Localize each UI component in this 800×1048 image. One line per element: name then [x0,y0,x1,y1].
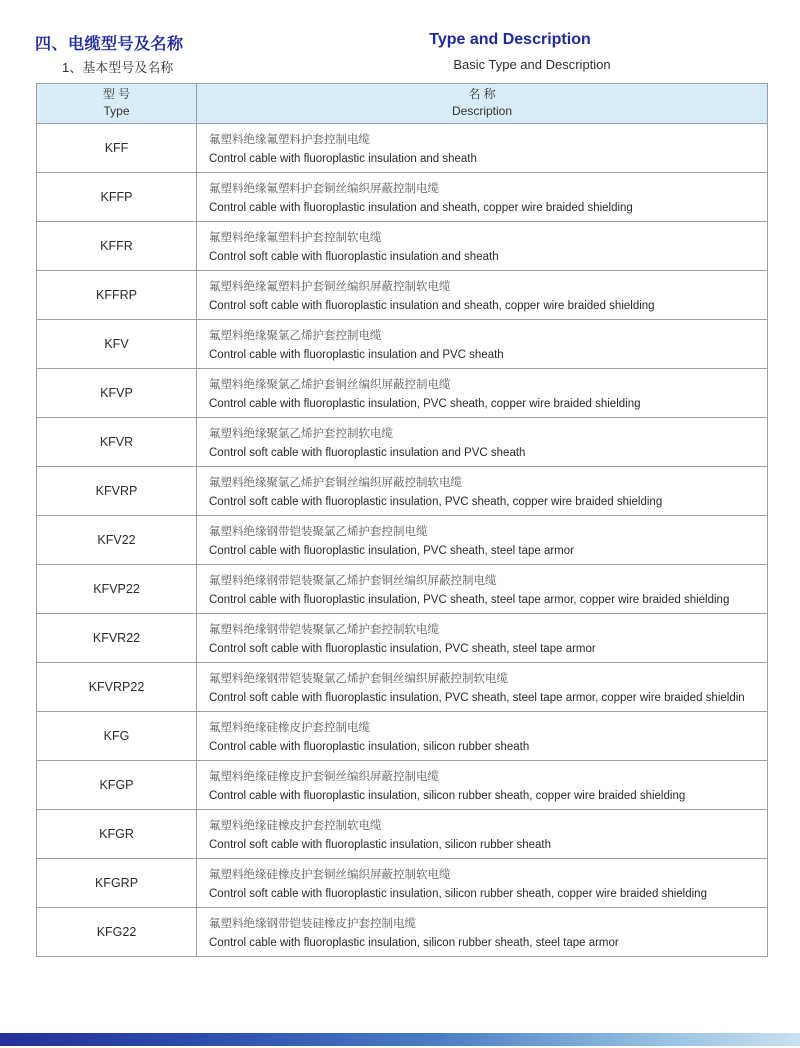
cable-type-code: KFGR [37,809,197,858]
cable-description-cn: 氟塑料绝缘钢带铠装聚氯乙烯护套铜丝编织屏蔽控制软电缆 [209,672,508,685]
cable-description-cell [197,466,768,515]
cable-type-code: KFFP [37,172,197,221]
cable-description-cell [197,760,768,809]
cable-description-en: Control soft cable with fluoroplastic insulation and sheath, copper wire braided shielding [209,299,655,312]
cable-type-code: KFFR [37,221,197,270]
cable-type-code: KFF [37,123,197,172]
table-row [37,466,768,515]
cable-description-en: Control soft cable with fluoroplastic insulation, silicon rubber sheath, copper wire braided shielding [209,887,707,900]
cable-description-cell [197,368,768,417]
table-row [37,417,768,466]
cable-description-en: Control cable with fluoroplastic insulation and PVC sheath [209,348,504,361]
section-title-en: Type and Description [429,31,591,48]
description-column-header-cn: 名 称 [468,87,496,101]
footer-accent-bar [0,1033,800,1046]
cable-description-cell [197,662,768,711]
table-row [37,907,768,956]
cable-type-code: KFG22 [37,907,197,956]
cable-type-code: KFVR [37,417,197,466]
cable-description-cn: 氟塑料绝缘氟塑料护套控制电缆 [209,133,370,146]
cable-description-cn: 氟塑料绝缘硅橡皮护套控制电缆 [209,721,370,734]
cable-description-cn: 氟塑料绝缘聚氯乙烯护套控制电缆 [209,329,382,342]
cable-description-en: Control cable with fluoroplastic insulation, PVC sheath, steel tape armor, copper wire braided shielding [209,593,730,606]
cable-type-code: KFFRP [37,270,197,319]
table-row [37,711,768,760]
table-header-row [37,84,768,124]
cable-type-code: KFGRP [37,858,197,907]
cable-description-cell [197,907,768,956]
subsection-title-cn: 1、基本型号及名称 [62,60,174,75]
table-row [37,564,768,613]
cable-description-en: Control soft cable with fluoroplastic insulation, PVC sheath, steel tape armor [209,642,596,655]
type-description-table [36,83,768,957]
cable-description-en: Control soft cable with fluoroplastic insulation, PVC sheath, steel tape armor, copper wire braided shieldin [209,691,745,704]
cable-description-cell [197,221,768,270]
cable-type-code: KFVRP22 [37,662,197,711]
table-row [37,319,768,368]
cable-description-cell [197,270,768,319]
cable-description-cn: 氟塑料绝缘硅橡皮护套控制软电缆 [209,819,382,832]
cable-description-cell [197,613,768,662]
cable-description-cell [197,319,768,368]
table-row [37,123,768,172]
description-column-header [197,84,768,124]
cable-description-cn: 氟塑料绝缘聚氯乙烯护套铜丝编织屏蔽控制电缆 [209,378,451,391]
cable-description-cn: 氟塑料绝缘硅橡皮护套铜丝编织屏蔽控制电缆 [209,770,439,783]
cable-type-code: KFVRP [37,466,197,515]
cable-description-en: Control cable with fluoroplastic insulation and sheath, copper wire braided shielding [209,201,633,214]
cable-description-cn: 氟塑料绝缘氟塑料护套铜丝编织屏蔽控制电缆 [209,182,439,195]
cable-description-cn: 氟塑料绝缘硅橡皮护套铜丝编织屏蔽控制软电缆 [209,868,451,881]
cable-description-cell [197,172,768,221]
cable-description-en: Control soft cable with fluoroplastic insulation and PVC sheath [209,446,526,459]
cable-type-code: KFVR22 [37,613,197,662]
table-row [37,368,768,417]
cable-description-cn: 氟塑料绝缘氟塑料护套控制软电缆 [209,231,382,244]
description-column-header-en: Description [451,104,513,119]
cable-type-code: KFV [37,319,197,368]
type-column-header [37,84,197,124]
table-row [37,515,768,564]
cable-description-en: Control cable with fluoroplastic insulation, PVC sheath, copper wire braided shielding [209,397,641,410]
cable-description-cell [197,417,768,466]
cable-description-cn: 氟塑料绝缘钢带铠装硅橡皮护套控制电缆 [209,917,416,930]
cable-description-cn: 氟塑料绝缘钢带铠装聚氯乙烯护套铜丝编织屏蔽控制电缆 [209,574,497,587]
cable-description-cell [197,711,768,760]
cable-description-cell [197,515,768,564]
cable-description-en: Control soft cable with fluoroplastic insulation, PVC sheath, copper wire braided shielding [209,495,663,508]
cable-description-cn: 氟塑料绝缘氟塑料护套铜丝编织屏蔽控制软电缆 [209,280,451,293]
table-row [37,613,768,662]
cable-description-cell [197,564,768,613]
cable-description-en: Control cable with fluoroplastic insulation and sheath [209,152,477,165]
cable-type-code: KFG [37,711,197,760]
table-row [37,270,768,319]
table-row [37,809,768,858]
cable-type-code: KFV22 [37,515,197,564]
cable-description-en: Control cable with fluoroplastic insulation, PVC sheath, steel tape armor [209,544,574,557]
table-row [37,760,768,809]
cable-description-cell [197,858,768,907]
cable-description-en: Control cable with fluoroplastic insulation, silicon rubber sheath, copper wire braided shielding [209,789,686,802]
section-title-cn: 四、电缆型号及名称 [35,36,184,53]
cable-description-en: Control cable with fluoroplastic insulation, silicon rubber sheath, steel tape armor [209,936,619,949]
cable-description-en: Control cable with fluoroplastic insulation, silicon rubber sheath [209,740,530,753]
cable-description-cn: 氟塑料绝缘钢带铠装聚氯乙烯护套控制软电缆 [209,623,439,636]
type-column-header-en: Type [103,104,130,119]
cable-description-en: Control soft cable with fluoroplastic insulation and sheath [209,250,499,263]
cable-type-code: KFGP [37,760,197,809]
cable-description-cn: 氟塑料绝缘聚氯乙烯护套铜丝编织屏蔽控制软电缆 [209,476,462,489]
table-row [37,662,768,711]
cable-description-cn: 氟塑料绝缘钢带铠装聚氯乙烯护套控制电缆 [209,525,428,538]
table-row [37,221,768,270]
subsection-title-en: Basic Type and Description [453,57,611,72]
table-row [37,172,768,221]
type-column-header-cn: 型 号 [102,87,131,101]
cable-description-cell [197,809,768,858]
cable-type-code: KFVP22 [37,564,197,613]
table-row [37,858,768,907]
cable-description-en: Control soft cable with fluoroplastic insulation, silicon rubber sheath [209,838,551,851]
cable-description-cell [197,123,768,172]
cable-type-code: KFVP [37,368,197,417]
cable-description-cn: 氟塑料绝缘聚氯乙烯护套控制软电缆 [209,427,393,440]
